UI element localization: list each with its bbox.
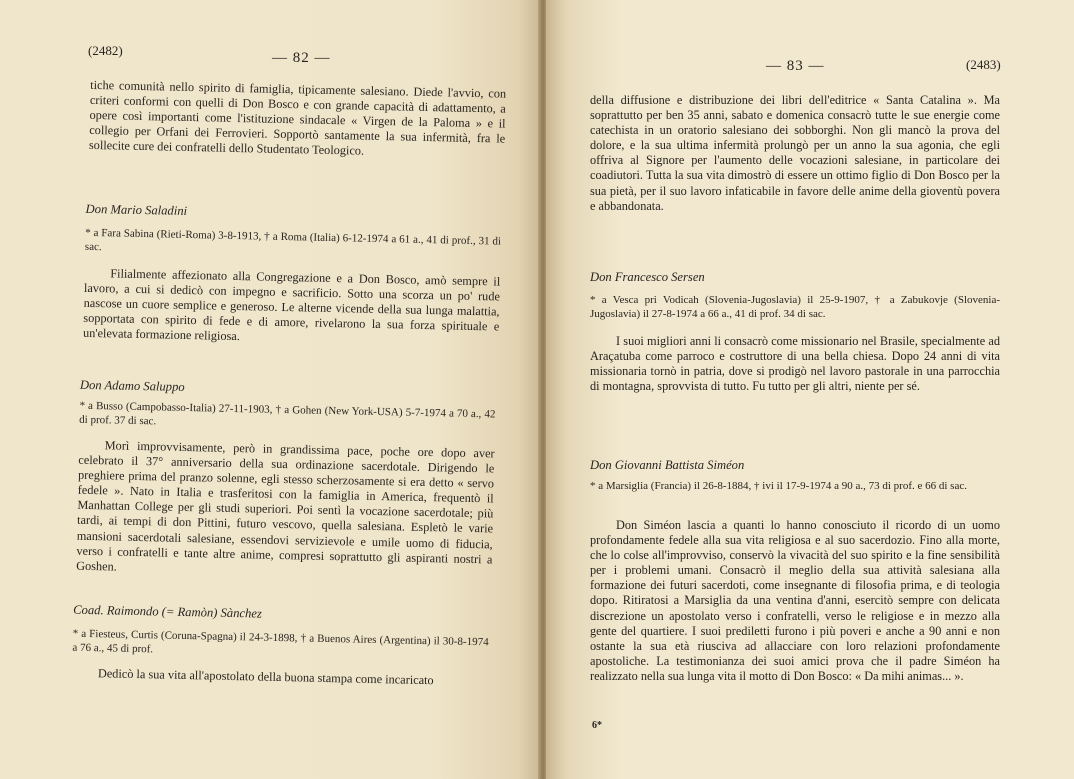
paragraph-text: Don Siméon lascia a quanti lo hanno conosciuto il ricordo di un uomo profondamente fedele alla sua vita religiosa e al suo sacerdozio. Fino alla morte, che lo colse all'improvviso, conservò la vivacità del suo spirito e la fine sensibilità per i problemi umani. Consacrò il meglio della sua attività salesiana alla formazione dei futuri sacerdoti, come insegnante di filosofia prima, e di teologia dopo. Ritiratosi a Marsiglia da una ventina d'anni, esercitò sempre con delicata discrezione un apostolato verso i confratelli, verso le religiose e in mezzo alla gente del quartiere. I suoi prediletti furono i più poveri e anche a 90 anni e non ostante la sua età riusciva ad allacciare con loro relazioni profondamente apostoliche. La testimonianza dei suoi amici prova che il padre Siméon ha realizzato nella sua lunga vita il motto di Don Bosco: « Da mihi animas... ».: [590, 518, 1000, 683]
right-page: [546, 0, 1074, 779]
entry-bio: * a Fara Sabina (Rieti-Roma) 3-8-1913, † a Roma (Italia) 6-12-1974 a 61 a., 41 di prof., 31 di sac.: [84, 226, 502, 253]
entry-name: Coad. Raimondo (= Ramòn) Sànchez: [73, 602, 262, 621]
paragraph-text: Morì improvvisamente, però in grandissima pace, poche ore dopo aver celebrato il 37° anniversario della sua ordinazione sacerdotale. Dirigendo le preghiere prima del pranzo solenne, egli stesso scherzosamente si era detto « servo fedele ». Nato in Italia e trasferitosi con la famiglia in America, frequentò il Manhattan College per gli studi superiori. Poi sentì la vocazione sacerdotale; più tardi, ai tempi di don Pittini, futuro vescovo, quella salesiana. Espletò le varie mansioni sacerdotali salesiane, essendovi servizievole e umile uomo di fiducia, verso i confratelli e tante altre anime, compresi soprattutto gli aspiranti nostri a Goshen.: [76, 438, 495, 574]
paragraph-text: Dedicò la sua vita all'apostolato della buona stampa come incaricato: [97, 666, 434, 688]
paragraph-text: della diffusione e distribuzione dei libri dell'editrice « Santa Catalina ». Ma soprattutto per ben 35 anni, sabato e domenica consacrò tutte le sue energie come catechista in un oratorio salesiano dei sobborghi. Non gli mancò la prova del dolore, e la sua ultima infermità prolungò per un anno la sua agonia, che egli offriva al Signore per l'aumento delle vocazioni salesiane, in particolare dei coadiutori. Tutta la sua vita dimostrò di essere un ottimo figlio di Don Bosco per la sua pietà, per il suo lavoro infaticabile in favore delle anime della gioventù povera e abbandonata.: [590, 93, 1000, 213]
entry-bio: * a Fiesteus, Curtis (Coruna-Spagna) il 24-3-1898, † a Buenos Aires (Argentina) il 30-8-1974 a 76 a., 45 di prof.: [72, 627, 489, 655]
entry-bio: * a Vesca pri Vodicah (Slovenia-Jugoslavia) il 25-9-1907, † a Zabukovje (Slovenia-Jugoslavia) il 27-8-1974 a 66 a., 41 di prof. 34 di sac.: [590, 294, 1000, 320]
entry-text: [72, 666, 488, 690]
entry-text: [590, 518, 1000, 684]
page-number: — 82 —: [272, 50, 331, 66]
entry-name: Don Francesco Sersen: [590, 270, 705, 284]
entry-bio: * a Marsiglia (Francia) il 26-8-1884, † ivi il 17-9-1974 a 90 a., 73 di prof. e 66 di sac.: [590, 480, 967, 492]
entry-bio: * a Busso (Campobasso-Italia) 27-11-1903, † a Gohen (New York-USA) 5-7-1974 a 70 a., 42 di prof. 37 di sac.: [79, 399, 496, 427]
paragraph-text: I suoi migliori anni li consacrò come missionario nel Brasile, specialmente ad Araçatuba come parroco e costruttore di una bella chiesa. Dopo 24 anni di vita missionaria tornò in patria, dove si prodigò nel lavoro pastorale in una parrocchia di montagna, sprovvista di tutto. Fu tutto per gli altri, niente per sé.: [590, 334, 1000, 394]
entry-name: Don Adamo Saluppo: [79, 377, 185, 394]
entry-name: Don Giovanni Battista Siméon: [590, 458, 745, 472]
entry-text: [590, 334, 1000, 394]
page-code: (2483): [966, 57, 1001, 72]
paragraph-text: tiche comunità nello spirito di famiglia, tipicamente salesiano. Diede l'avvio, con criteri conformi con quelli di Don Bosco e con grande capacità di adattamento, a opere così importanti come l'istituzione sindacale « Virgen de la Paloma » e il collegio per Orfani dei Ferrovieri. Sopportò santamente la sua infermità, fra le sollecite cure dei confratelli dello Studentato Teologico.: [88, 77, 507, 159]
page-code: (2482): [88, 43, 123, 58]
paragraph-text: Filialmente affezionato alla Congregazione e a Don Bosco, amò sempre il lavoro, a cui si dedicò con impegno e sacrificio. Sotto una scorza un po' rude nascose un cuore semplice e generoso. Le alterne vicende della sua lunga malattia, sopportata con spirito di fede e di amore, rivelarono la sua forza spirituale e un'elevata formazione religiosa.: [82, 266, 501, 344]
opening-paragraph: [590, 93, 1000, 214]
entry-text: [83, 266, 500, 350]
entry-name: Don Mario Saladini: [85, 201, 188, 218]
page-number: — 83 —: [766, 58, 825, 74]
opening-paragraph: [89, 78, 506, 162]
entry-text: [76, 438, 495, 583]
signature-mark: 6*: [592, 720, 602, 731]
